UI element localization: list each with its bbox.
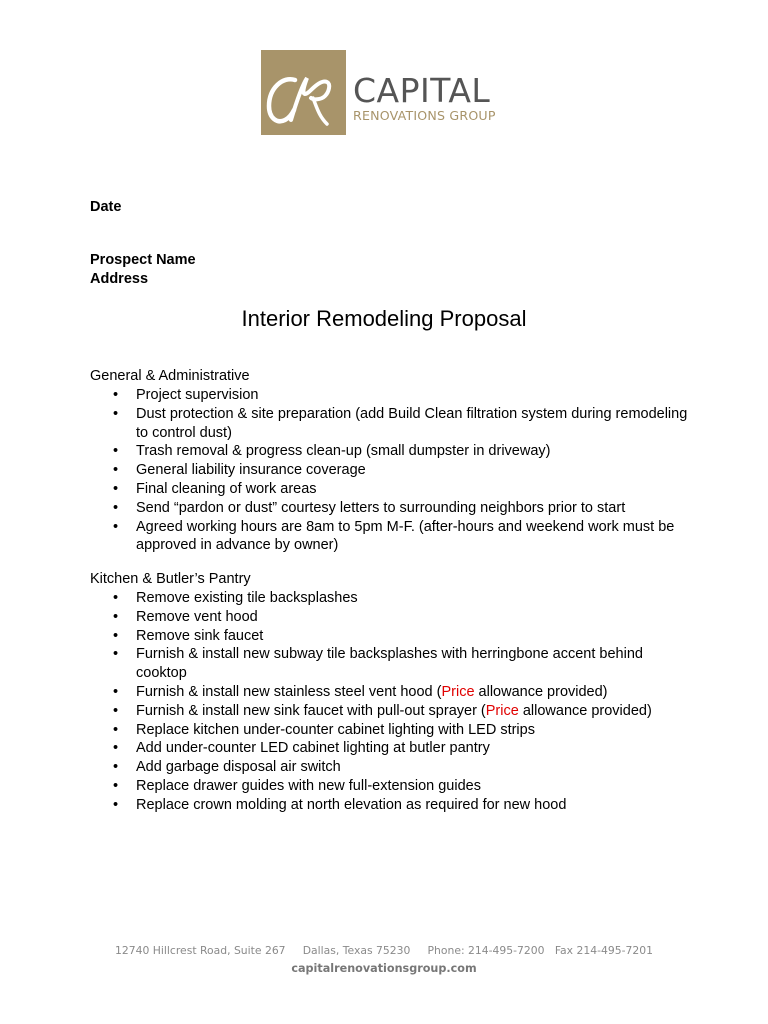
list-item: • Agreed working hours are 8am to 5pm M-F. (after-hours and weekend work must be approved in advance by owner) (90, 518, 690, 556)
date-label: Date (90, 199, 122, 215)
price-highlight: Price (441, 683, 475, 700)
company-subtitle: RENOVATIONS GROUP (353, 108, 496, 123)
footer-address: 12740 Hillcrest Road, Suite 267 Dallas, Texas 75230 Phone: 214-495-7200 Fax 214-495-7201 (115, 944, 653, 957)
list-item: • Remove existing tile backsplashes (90, 589, 690, 608)
company-name: CAPITAL (353, 71, 491, 110)
list-item: • Dust protection & site preparation (add Build Clean filtration system during remodeling to control dust) (90, 405, 690, 443)
monogram-glyph (261, 50, 346, 135)
item-text: allowance provided) (518, 702, 652, 719)
kitchen-items-list (90, 589, 690, 815)
list-item (90, 702, 690, 721)
section-heading-kitchen: Kitchen & Butler’s Pantry (90, 571, 251, 587)
list-item: • Replace kitchen under-counter cabinet lighting with LED strips (90, 721, 690, 740)
list-item: • Project supervision (90, 386, 690, 405)
company-logo (261, 50, 496, 135)
list-item: • Remove sink faucet (90, 627, 690, 646)
list-item: • General liability insurance coverage (90, 461, 690, 480)
list-item: • Trash removal & progress clean-up (small dumpster in driveway) (90, 442, 690, 461)
price-highlight: Price (485, 702, 519, 719)
cr-monogram-logo (261, 50, 346, 135)
list-item: • Furnish & install new subway tile backsplashes with herringbone accent behind cooktop (90, 645, 690, 683)
address-label: Address (90, 271, 149, 287)
footer-website-link[interactable]: capitalrenovationsgroup.com (291, 962, 477, 975)
list-item: • Remove vent hood (90, 608, 690, 627)
list-item: • Add garbage disposal air switch (90, 758, 690, 777)
list-item: • Replace crown molding at north elevation as required for new hood (90, 796, 690, 815)
page-title: Interior Remodeling Proposal (241, 306, 527, 331)
list-item: • Send “pardon or dust” courtesy letters to surrounding neighbors prior to start (90, 499, 690, 518)
list-item: • Add under-counter LED cabinet lighting at butler pantry (90, 739, 690, 758)
section-heading-general: General & Administrative (90, 368, 250, 384)
item-text: allowance provided) (474, 683, 608, 700)
item-text: Furnish & install new sink faucet with pull-out sprayer ( (136, 702, 486, 719)
list-item: • Replace drawer guides with new full-extension guides (90, 777, 690, 796)
list-item: • Final cleaning of work areas (90, 480, 690, 499)
list-item (90, 683, 690, 702)
prospect-name-label: Prospect Name (90, 252, 196, 268)
general-items-list (90, 386, 690, 555)
item-text: Furnish & install new stainless steel vent hood ( (136, 683, 442, 700)
